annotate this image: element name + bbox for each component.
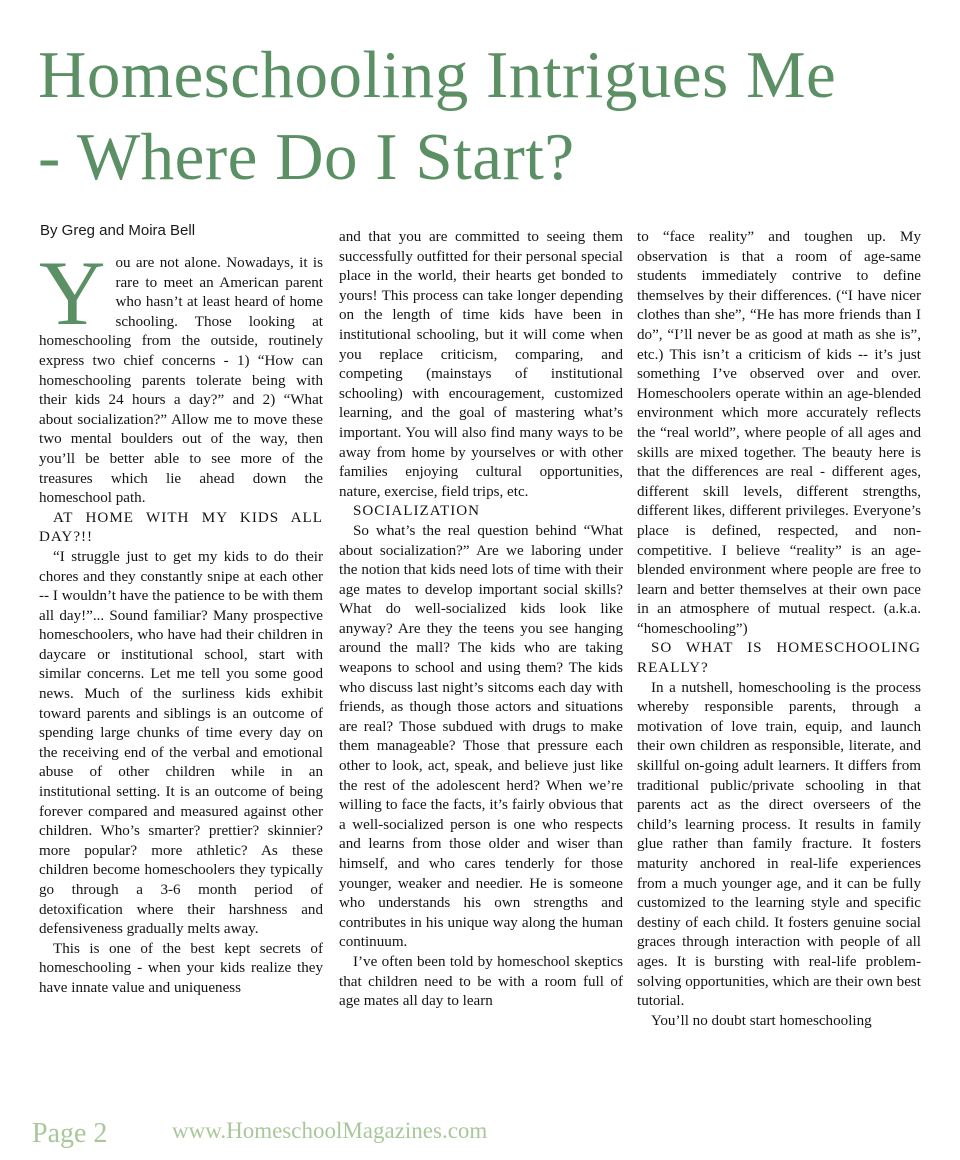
column-1 [39, 242, 323, 999]
byline: By Greg and Moira Bell [40, 222, 196, 239]
column-2 [339, 228, 623, 1012]
section-heading: SO WHAT IS HOMESCHOOLING REALLY? [637, 640, 921, 677]
paragraph: You’ll no doubt start homeschooling [651, 1012, 872, 1029]
column-3 [637, 228, 921, 1031]
drop-cap: Y [39, 242, 106, 344]
paragraph [39, 242, 323, 509]
title-line-1: Homeschooling Intrigues Me [38, 38, 837, 112]
article-title [38, 34, 938, 198]
paragraph-text: ou are not alone. Nowadays, it is rare to meet an American parent who hasn’t at least heard of home schooling. Those looking at homeschooling from the outside, routinely express two chief concerns - 1) “How can homeschooling parents tolerate being with their kids 24 hours a day?” and 2) “What about socialization?” Allow me to move these two mental boulders out of the way, then you’ll be better able to see more of the treasures which lie ahead down the homeschool path. [39, 255, 323, 507]
title-line-2: - Where Do I Start? [38, 120, 575, 194]
paragraph: So what’s the real question behind “What about socialization?” Are we laboring under the notion that kids need lots of time with their age mates to develop important social skills? What do well-socialized kids look like anyway? Are they the teens you see hanging around the mall? The kids who are taking weapons to school and using them? The kids who discuss last night’s sitcoms each day with friends, as though those actors and situations are real? Those subdued with drugs to make them manageable? Those that pressure each other to look, act, speak, and believe just like the rest of the adolescent herd? When we’re willing to face the facts, it’s fairly obvious that a well-socialized person is one who respects and learns from those older and wiser than himself, and who cares tenderly for those younger, weaker and needier. He is someone who understands his own strengths and contributes in his unique way along the human continuum. [339, 522, 623, 951]
section-heading: SOCIALIZATION [353, 503, 481, 520]
section-heading: AT HOME WITH MY KIDS ALL DAY?!! [39, 509, 323, 546]
paragraph: This is one of the best kept secrets of homeschooling - when your kids realize they have innate value and uniqueness [39, 940, 323, 996]
paragraph: and that you are committed to seeing them successfully outfitted for their personal special place in the world, their hearts get bonded to yours! This process can take longer depending on the length of time kids have been in institutional schooling, but it will come when you replace criticism, comparing, and competing (mainstays of institutional schooling) with encouragement, customized learning, and the goal of mastering what’s important. You will also find many ways to be away from home by yourselves or with other families enjoying cultural opportunities, nature, exercise, field trips, etc. [339, 229, 623, 500]
paragraph: “I struggle just to get my kids to do their chores and they constantly snipe at each other -- I wouldn’t have the patience to be with them all day!”... Sound familiar? Many prospective homeschoolers, who have had their children in daycare or institutional school, start with similar concerns. Let me tell you some good news. Much of the surliness kids exhibit toward parents and siblings is an outcome of spending large chunks of time every day on the receiving end of the verbal and emotional abuse of other children while in an institutional setting. It is an outcome of being forever compared and measured against other children. Who’s smarter? prettier? skinnier? more popular? more athletic? As these children become homeschoolers they typically go through a 3-6 month period of detoxification where their harshness and defensiveness gradually melts away. [39, 548, 323, 938]
paragraph: In a nutshell, homeschooling is the process whereby responsible parents, through a motivation of love train, equip, and launch their own children as responsible, literate, and skillful on-going adult learners. It differs from traditional public/private schooling in that parents act as the direct overseers of the child’s learning process. It results in family glue rather than family fracture. It fosters maturity anchored in real-life experiences from a much younger age, and it can be fully customized to the learning style and specific destiny of each child. It fosters genuine social graces through interaction with people of all ages. It is bursting with real-life problem-solving opportunities, which are their own best tutorial. [637, 679, 921, 1010]
paragraph: to “face reality” and toughen up. My observation is that a room of age-same students immediately contrive to define themselves by their differences. (“I have nicer clothes than she”, “He has more friends than I do”, “I’ll never be as good at math as she is”, etc.) This isn’t a criticism of kids -- it’s just something I’ve observed over and over. Homeschoolers operate within an age-blended environment which more accurately reflects the “real world”, where people of all ages and skills are mixed together. The beauty here is that the differences are real - different ages, different skill levels, different strengths, different likes, different privileges. Everyone’s place is defined, respected, and non-competitive. I believe “reality” is an age-blended environment where people are free to learn and better themselves at their own pace in an atmosphere of mutual respect. (a.k.a. “homeschooling”) [637, 229, 921, 637]
page-number: Page 2 [32, 1118, 108, 1149]
paragraph: I’ve often been told by homeschool skeptics that children need to be with a room full of age mates all day to learn [339, 953, 623, 1010]
website-url[interactable]: www.HomeschoolMagazines.com [172, 1118, 488, 1143]
